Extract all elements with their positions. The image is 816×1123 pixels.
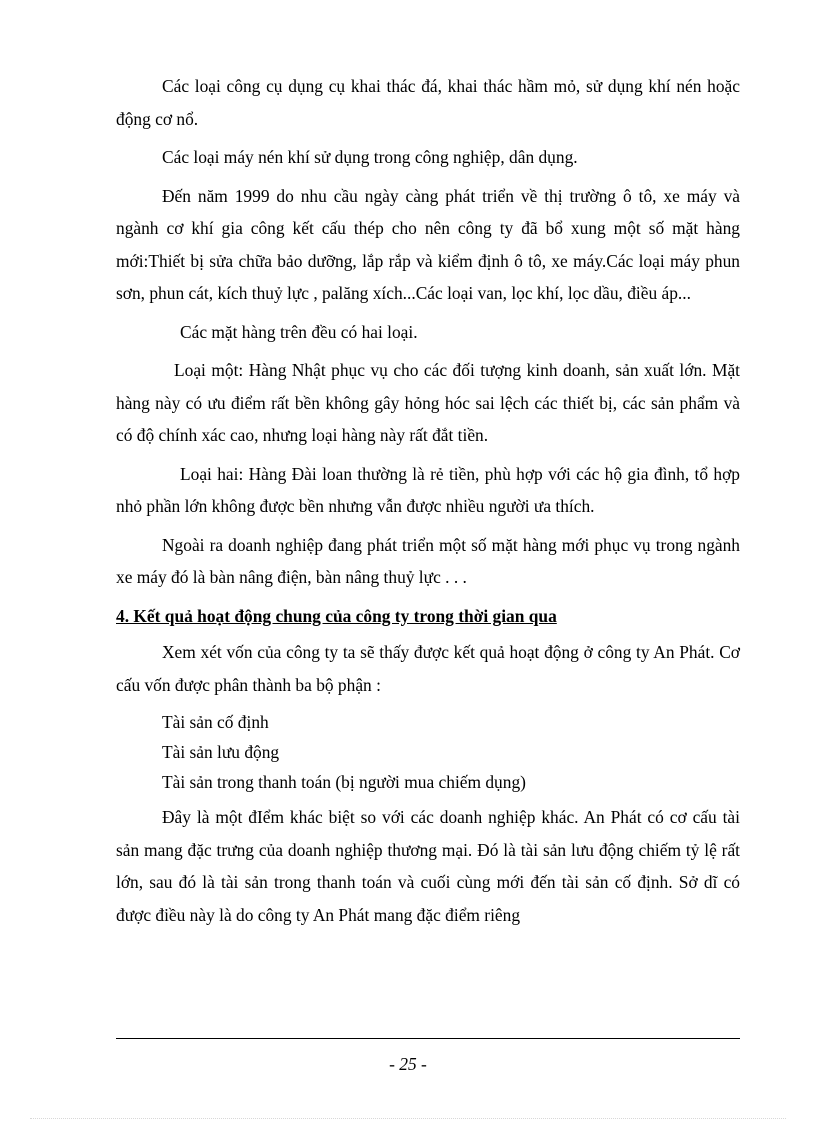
paragraph-tools: Các loại công cụ dụng cụ khai thác đá, khai thác hầm mỏ, sử dụng khí nén hoặc động cơ nổ. <box>116 76 740 129</box>
page-bottom-dotted-border <box>30 1118 786 1119</box>
page-number: - 25 - <box>389 1054 427 1074</box>
paragraph-closing: Đây là một đIểm khác biệt so với các doanh nghiệp khác. An Phát có cơ cấu tài sản mang đặc trưng của doanh nghiệp thương mại. Đó là tài sản lưu động chiếm tỷ lệ rất lớn, sau đó là tài sản trong thanh toán và cuối cùng mới đến tài sản cố định. Sở dĩ có được điều này là do công ty An Phát mang đặc điểm riêng <box>116 807 740 925</box>
paragraph-compressors: Các loại máy nén khí sử dụng trong công nghiệp, dân dụng. <box>162 147 578 167</box>
section-heading: 4. Kết quả hoạt động chung của công ty trong thời gian qua <box>116 605 557 626</box>
page-body <box>116 70 740 937</box>
paragraph-type-two: Loại hai: Hàng Đài loan thường là rẻ tiền, phù hợp với các hộ gia đình, tổ hợp nhỏ phần lớn không được bền nhưng vẫn được nhiều người ưa thích. <box>116 463 740 516</box>
list-item: Tài sản lưu động <box>162 742 280 762</box>
paragraph-type-one: Loại một: Hàng Nhật phục vụ cho các đối tượng kinh doanh, sản xuất lớn. Mặt hàng này có ưu điểm rất bền không gây hỏng hóc sai lệch các thiết bị, các sản phẩm và có độ chính xác cao, nhưng loại hàng này rất đắt tiền. <box>116 360 740 445</box>
list-item: Tài sản cố định <box>162 712 269 732</box>
paragraph-1999-expansion: Đến năm 1999 do nhu cầu ngày càng phát triển về thị trường ô tô, xe máy và ngành cơ khí gia công kết cấu thép cho nên công ty đã bổ xung một số mặt hàng mới:Thiết bị sửa chữa bảo dưỡng, lắp rắp và kiểm định ô tô, xe máy.Các loại máy phun sơn, phun cát, kích thuỷ lực , palăng xích...Các loại van, lọc khí, lọc dầu, điều áp... <box>116 185 740 303</box>
footer-divider <box>116 1038 740 1039</box>
paragraph-new-products: Ngoài ra doanh nghiệp đang phát triển một số mặt hàng mới phục vụ trong ngành xe máy đó là bàn nâng điện, bàn nâng thuỷ lực . . . <box>116 534 740 587</box>
paragraph-section-intro: Xem xét vốn của công ty ta sẽ thấy được kết quả hoạt động ở công ty An Phát. Cơ cấu vốn được phân thành ba bộ phận : <box>116 642 740 695</box>
list-item: Tài sản trong thanh toán (bị người mua chiếm dụng) <box>162 772 526 792</box>
paragraph-two-types: Các mặt hàng trên đều có hai loại. <box>180 321 418 342</box>
asset-list <box>116 707 740 797</box>
